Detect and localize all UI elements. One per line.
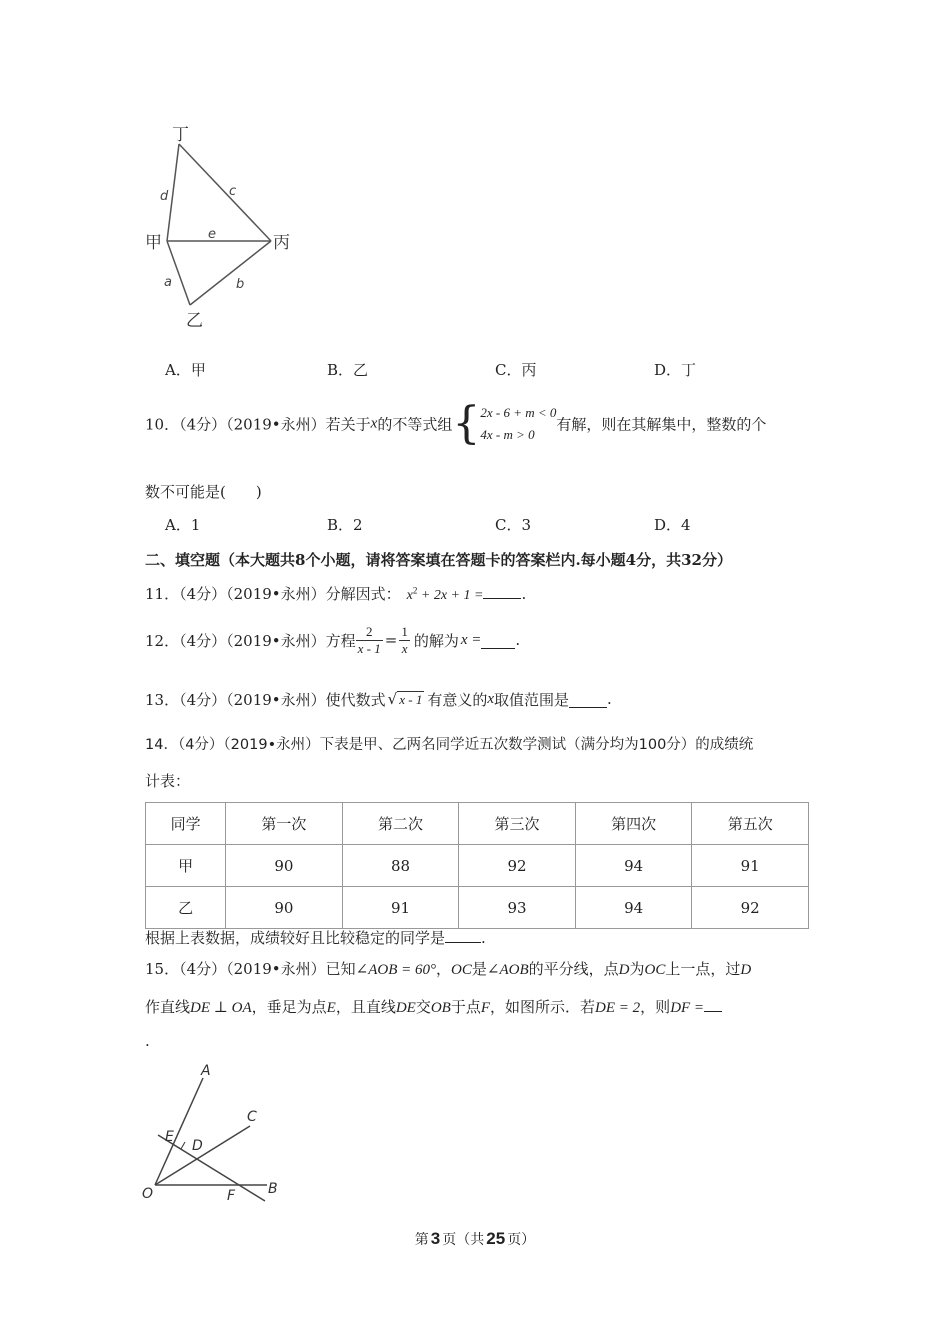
edge-label-b: b xyxy=(236,277,245,292)
q13-sqrt: √ xyxy=(387,690,398,708)
q9-choice-d: D．丁 xyxy=(654,361,697,379)
q12-text: 12．（4分）（2019•永州）方程 xyxy=(145,631,356,650)
q14-answer-blank[interactable] xyxy=(445,927,481,943)
q12-var: x = xyxy=(460,631,482,648)
table-cell: 91 xyxy=(342,887,459,929)
q12-answer-blank[interactable] xyxy=(481,632,515,649)
q11-expr-rest: + 2x + 1 = xyxy=(420,588,484,603)
q12-f1-denominator: x - 1 xyxy=(357,640,381,656)
q14-stem-line1: 14．（4分）（2019•永州）下表是甲、乙两名同学近五次数学测试（满分均为100分）的成绩统 xyxy=(145,737,754,753)
table-cell: 94 xyxy=(575,887,692,929)
q10-mid: 的不等式组 xyxy=(377,415,453,434)
table-cell: 92 xyxy=(459,845,576,887)
point-label-o: O xyxy=(142,1186,154,1202)
q12-f2-denominator: x xyxy=(401,640,408,656)
q15-text-b: ， xyxy=(436,960,452,978)
q15-angle-aob-2: ∠AOB xyxy=(486,962,529,978)
score-table xyxy=(145,802,809,929)
q10-inequality-1: 2x - 6 + m < 0 xyxy=(480,405,557,420)
q13-stem xyxy=(145,687,612,711)
q12-equals: = xyxy=(384,631,398,649)
q9-choice-b: B．乙 xyxy=(327,361,369,379)
q11-stem xyxy=(145,583,526,604)
q13-var: x xyxy=(487,690,495,707)
q10-inequality-2: 4x - m > 0 xyxy=(480,427,535,442)
q15-stem-line2 xyxy=(145,996,722,1017)
q15-ob: OB xyxy=(430,1000,451,1016)
q15-de: DE xyxy=(395,1000,416,1016)
table-header-cell: 第三次 xyxy=(459,803,576,845)
q13-radicand: x - 1 xyxy=(399,691,423,707)
q10-brace: { xyxy=(452,398,481,449)
q15-perpendicular: DE ⊥ OA xyxy=(190,1000,252,1016)
q9-choice-a: A．甲 xyxy=(165,361,206,379)
vertex-label-top: 丁 xyxy=(172,125,189,145)
q15-answer-blank[interactable] xyxy=(704,997,722,1012)
q14-end: . xyxy=(481,929,486,947)
q15-text-m: ，则 xyxy=(640,998,671,1016)
edge-label-d: d xyxy=(160,189,169,204)
edge-label-c: c xyxy=(229,184,237,199)
q10-stem-line2: 数不可能是( ) xyxy=(145,483,262,501)
q12-end: . xyxy=(515,631,521,649)
q15-angle-aob: ∠AOB = 60° xyxy=(355,962,437,978)
point-label-a: A xyxy=(201,1063,211,1079)
table-row xyxy=(146,845,809,887)
q15-stem-line3: . xyxy=(145,1032,150,1050)
point-label-c: C xyxy=(247,1109,257,1125)
q10-choice-a: A．1 xyxy=(165,516,201,534)
vertex-label-right: 丙 xyxy=(273,233,290,253)
page-total: 25 xyxy=(486,1229,506,1248)
q11-expr-exponent: 2 xyxy=(412,585,418,596)
point-label-b: B xyxy=(268,1181,278,1197)
q10-var: x xyxy=(370,415,378,432)
q15-text-j: 交 xyxy=(415,998,431,1016)
ray-oa xyxy=(155,1078,203,1185)
q15-text-d: 的平分线，点 xyxy=(528,960,619,978)
q12-fraction-2 xyxy=(399,624,410,657)
q15-text-a: 15．（4分）（2019•永州）已知 xyxy=(145,960,356,978)
section-2-heading: 二、填空题（本大题共8个小题，请将答案填在答题卡的答案栏内.每小题4分，共32分） xyxy=(145,551,732,569)
q13-mid: 有意义的 xyxy=(427,690,488,709)
edge-line-d xyxy=(167,144,179,241)
q15-text-e: 为 xyxy=(629,960,645,978)
line-de xyxy=(158,1135,265,1201)
q9-quadrilateral-figure xyxy=(140,120,310,335)
footer-post: 页） xyxy=(507,1232,536,1248)
q10-choice-c: C．3 xyxy=(495,516,532,534)
q15-text-l: ，如图所示．若 xyxy=(490,998,596,1016)
point-label-f: F xyxy=(227,1188,236,1204)
q15-point-e: E xyxy=(326,1000,336,1016)
q11-answer-blank[interactable] xyxy=(483,598,521,599)
table-header-cell: 第五次 xyxy=(692,803,809,845)
q13-answer-blank[interactable] xyxy=(569,691,607,708)
table-header-row xyxy=(146,803,809,845)
q12-f1-numerator: 2 xyxy=(356,624,383,641)
q11-text: 11．（4分）（2019•永州）分解因式： xyxy=(145,585,401,603)
right-angle-mark xyxy=(174,1142,185,1149)
q14-stem-line2: 计表： xyxy=(145,772,191,790)
table-header-cell: 第一次 xyxy=(226,803,343,845)
q15-text-i: ，且直线 xyxy=(335,998,396,1016)
q15-df: DF = xyxy=(670,1000,705,1016)
q9-choice-c: C．丙 xyxy=(495,361,537,379)
table-cell: 甲 xyxy=(146,845,226,887)
q15-point-d: D xyxy=(618,962,630,978)
q15-text-f: 上一点，过 xyxy=(665,960,741,978)
edge-line-b xyxy=(190,241,271,305)
table-cell: 乙 xyxy=(146,887,226,929)
edge-line-c xyxy=(179,144,271,241)
table-cell: 92 xyxy=(692,887,809,929)
table-header-cell: 第四次 xyxy=(575,803,692,845)
table-cell: 94 xyxy=(575,845,692,887)
q15-stem-line1 xyxy=(145,958,751,979)
vertex-label-bottom: 乙 xyxy=(186,311,203,331)
q15-text-h: ，垂足为点 xyxy=(251,998,327,1016)
q10-choice-d: D．4 xyxy=(654,516,691,534)
q13-tail: 取值范围是 xyxy=(494,690,570,709)
point-label-e: E xyxy=(165,1129,174,1145)
q10-stem-line1 xyxy=(145,398,767,449)
page-footer xyxy=(0,1229,950,1249)
table-cell: 90 xyxy=(226,887,343,929)
q15-angle-figure xyxy=(135,1058,295,1208)
q10-prefix: 10．（4分）（2019•永州）若关于 xyxy=(145,415,371,434)
q12-fraction-1 xyxy=(356,624,383,657)
footer-pre: 第 xyxy=(414,1232,429,1248)
q11-expr-base: x xyxy=(406,588,413,603)
q14-question xyxy=(145,927,486,948)
q11-expression xyxy=(406,585,484,603)
q12-mid: 的解为 xyxy=(413,631,459,650)
q15-text-c: 是 xyxy=(471,960,487,978)
table-header-cell: 第二次 xyxy=(342,803,459,845)
vertex-label-left: 甲 xyxy=(145,233,162,253)
q15-de-value: DE = 2 xyxy=(595,1000,641,1016)
q10-choice-b: B．2 xyxy=(327,516,363,534)
table-cell: 88 xyxy=(342,845,459,887)
q12-stem xyxy=(145,618,520,662)
footer-mid: 页（共 xyxy=(442,1232,485,1248)
q15-oc-2: OC xyxy=(644,962,666,978)
table-header-cell: 同学 xyxy=(146,803,226,845)
point-label-d: D xyxy=(192,1138,203,1154)
q13-text: 13．（4分）（2019•永州）使代数式 xyxy=(145,690,386,709)
q15-point-d-2: D xyxy=(740,962,752,978)
edge-label-a: a xyxy=(164,275,172,290)
table-cell: 90 xyxy=(226,845,343,887)
q15-oc: OC xyxy=(451,962,472,978)
q11-end: . xyxy=(521,585,527,603)
table-row xyxy=(146,887,809,929)
q15-point-f: F xyxy=(480,1000,491,1016)
q15-text-g: 作直线 xyxy=(145,998,191,1016)
table-cell: 91 xyxy=(692,845,809,887)
q12-f2-numerator: 1 xyxy=(401,623,408,639)
page-number: 3 xyxy=(430,1229,441,1248)
q10-suffix: 有解，则在其解集中，整数的个 xyxy=(556,415,767,434)
q15-text-k: 于点 xyxy=(450,998,481,1016)
edge-label-e: e xyxy=(208,227,216,242)
edge-line-a xyxy=(167,241,190,305)
q10-inequality-system xyxy=(480,402,556,446)
q14-after-text: 根据上表数据，成绩较好且比较稳定的同学是 xyxy=(145,929,446,947)
table-cell: 93 xyxy=(459,887,576,929)
q13-end: . xyxy=(607,690,612,708)
